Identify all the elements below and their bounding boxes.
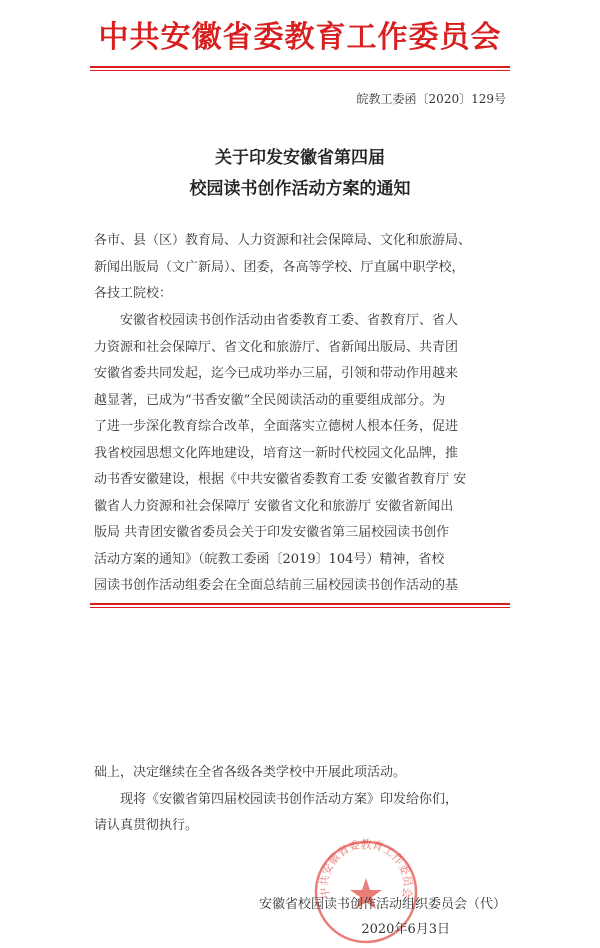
body-line: 安徽省校园读书创作活动由省委教育工委、省教育厅、省人	[120, 313, 459, 328]
recipients-line: 各市、县（区）教育局、人力资源和社会保障局、文化和旅游局、	[94, 233, 472, 248]
body-paragraph-page-1	[94, 308, 508, 600]
document-title-line-1: 关于印发安徽省第四届	[215, 148, 385, 168]
body-line: 徽省人力资源和社会保障厅 安徽省文化和旅游厅 安徽省新闻出	[94, 498, 454, 514]
body-paragraph-page-2	[94, 760, 508, 840]
body-line: 园读书创作活动组委会在全面总结前三届校园读书创作活动的基	[94, 578, 459, 593]
signature-date: 2020年6月3日	[361, 922, 450, 937]
org-letterhead: 中共安徽省委教育工作委员会	[98, 20, 502, 55]
body-line: 版局 共青团安徽省委员会关于印发安徽省第三届校园读书创作	[94, 525, 450, 540]
body-line: 请认真贯彻执行。	[94, 818, 199, 833]
body-line: 活动方案的通知》（皖教工委函〔2019〕104号）精神，省校	[94, 551, 445, 567]
recipients-line: 各技工院校：	[94, 286, 173, 301]
body-line: 现将《安徽省第四届校园读书创作活动方案》印发给你们，	[120, 791, 459, 807]
document-number: 皖教工委函〔2020〕129号	[356, 92, 506, 106]
page-break-rule-bottom	[90, 607, 510, 608]
recipients-line: 新闻出版局（文广新局）、团委，各高等学校、厅直属中职学校，	[94, 259, 465, 275]
body-line: 安徽省委共同发起，迄今已成功举办三届，引领和带动作用越来	[94, 366, 459, 381]
signature-org: 安徽省校园读书创作活动组织委员会（代）	[258, 897, 506, 912]
body-line: 我省校园思想文化阵地建设，培育这一新时代校园文化品牌，推	[94, 445, 459, 461]
body-line: 动书香安徽建设，根据《中共安徽省委教育工委 安徽省教育厅 安	[94, 472, 467, 487]
body-line: 越显著，已成为“书香安徽”全民阅读活动的重要组成部分。为	[94, 392, 446, 408]
recipients-block	[94, 228, 508, 308]
body-line: 础上，决定继续在全省各级各类学校中开展此项活动。	[94, 765, 407, 780]
letterhead-rule-top	[90, 66, 510, 68]
body-line: 了进一步深化教育综合改革，全面落实立德树人根本任务，促进	[94, 419, 459, 434]
body-line: 力资源和社会保障厅、省文化和旅游厅、省新闻出版局、共青团	[94, 339, 459, 355]
letterhead-rule-bottom	[90, 70, 510, 71]
seal-text: 中共安徽省委教育工作委员会	[317, 837, 415, 900]
page-break-rule-top	[90, 603, 510, 605]
document-title-line-2: 校园读书创作活动方案的通知	[189, 179, 411, 199]
